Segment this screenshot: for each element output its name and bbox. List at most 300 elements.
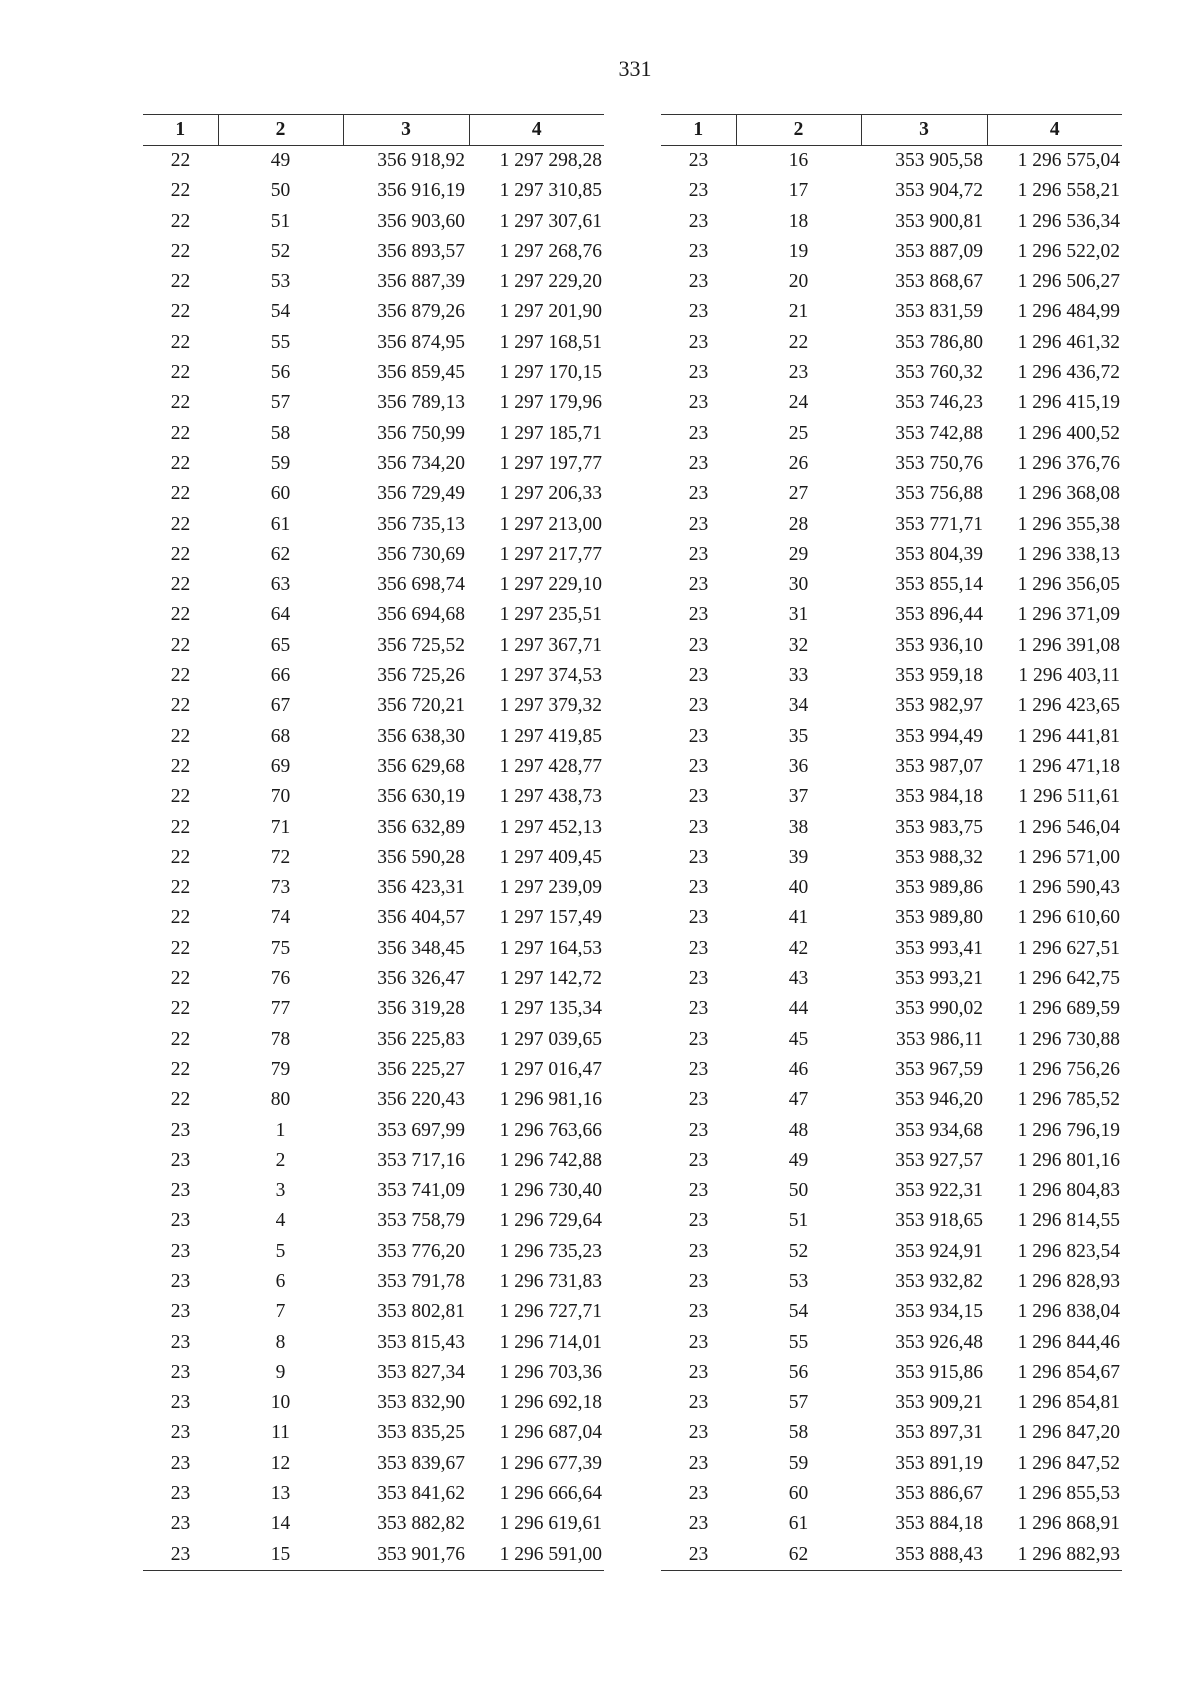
x-coordinate-cell: 356 225,27 <box>377 1058 465 1080</box>
y-coordinate-cell: 1 296 423,65 <box>1017 695 1120 717</box>
table-row <box>661 449 1122 479</box>
table-row <box>143 813 604 843</box>
point-number-cell: 58 <box>270 422 291 444</box>
contour-number-cell: 23 <box>688 1028 709 1050</box>
x-coordinate-cell: 356 326,47 <box>377 968 465 990</box>
point-number-cell: 34 <box>788 695 809 717</box>
contour-number-cell: 23 <box>688 422 709 444</box>
table-row <box>143 510 604 540</box>
table-row <box>143 631 604 661</box>
point-number-cell: 4 <box>275 1210 286 1232</box>
point-number-cell: 58 <box>788 1422 809 1444</box>
contour-number-cell: 23 <box>688 695 709 717</box>
coordinates-table-left <box>143 114 604 1571</box>
column-header-1: 1 <box>661 115 736 146</box>
table-row <box>143 1418 604 1448</box>
x-coordinate-cell: 353 986,11 <box>895 1028 983 1050</box>
contour-number-cell: 23 <box>688 1210 709 1232</box>
x-coordinate-cell: 356 859,45 <box>377 362 465 384</box>
y-coordinate-cell: 1 297 217,77 <box>499 543 602 565</box>
contour-number-cell: 23 <box>688 240 709 262</box>
point-number-cell: 73 <box>270 877 291 899</box>
table-row <box>661 1206 1122 1236</box>
x-coordinate-cell: 353 946,20 <box>895 1089 983 1111</box>
x-coordinate-cell: 353 868,67 <box>895 271 983 293</box>
y-coordinate-cell: 1 297 419,85 <box>499 725 602 747</box>
point-number-cell: 32 <box>788 634 809 656</box>
y-coordinate-cell: 1 297 213,00 <box>499 513 602 535</box>
point-number-cell: 9 <box>275 1361 286 1383</box>
y-coordinate-cell: 1 297 039,65 <box>499 1028 602 1050</box>
y-coordinate-cell: 1 297 438,73 <box>499 786 602 808</box>
y-coordinate-cell: 1 296 823,54 <box>1017 1240 1120 1262</box>
table-row <box>143 722 604 752</box>
table-row <box>661 297 1122 327</box>
y-coordinate-cell: 1 296 558,21 <box>1017 180 1120 202</box>
point-number-cell: 22 <box>788 331 809 353</box>
table-row <box>661 903 1122 933</box>
table-row <box>661 479 1122 509</box>
point-number-cell: 13 <box>270 1483 291 1505</box>
point-number-cell: 62 <box>736 1540 861 1571</box>
point-number-cell: 68 <box>270 725 291 747</box>
x-coordinate-cell: 353 901,76 <box>343 1540 469 1571</box>
point-number-cell: 20 <box>788 271 809 293</box>
contour-number-cell: 22 <box>170 543 191 565</box>
contour-number-cell: 22 <box>170 725 191 747</box>
contour-number-cell: 23 <box>688 604 709 626</box>
contour-number-cell: 23 <box>688 1119 709 1141</box>
y-coordinate-cell: 1 296 677,39 <box>499 1452 602 1474</box>
column-header-3: 3 <box>861 115 987 146</box>
y-coordinate-cell: 1 296 642,75 <box>1017 968 1120 990</box>
table-row <box>143 146 604 177</box>
table-row <box>661 782 1122 812</box>
point-number-cell: 52 <box>270 240 291 262</box>
x-coordinate-cell: 356 638,30 <box>377 725 465 747</box>
x-coordinate-cell: 353 900,81 <box>895 210 983 232</box>
contour-number-cell: 23 <box>688 543 709 565</box>
x-coordinate-cell: 353 909,21 <box>895 1392 983 1414</box>
table-header-row <box>143 115 604 146</box>
y-coordinate-cell: 1 296 338,13 <box>1017 543 1120 565</box>
point-number-cell: 3 <box>275 1180 286 1202</box>
x-coordinate-cell: 353 827,34 <box>377 1361 465 1383</box>
point-number-cell: 74 <box>270 907 291 929</box>
y-coordinate-cell: 1 296 571,00 <box>1017 846 1120 868</box>
y-coordinate-cell: 1 296 471,18 <box>1017 755 1120 777</box>
y-coordinate-cell: 1 297 229,20 <box>499 271 602 293</box>
y-coordinate-cell: 1 296 391,08 <box>1017 634 1120 656</box>
table-row <box>143 843 604 873</box>
x-coordinate-cell: 356 735,13 <box>377 513 465 535</box>
contour-number-cell: 22 <box>170 816 191 838</box>
point-number-cell: 39 <box>788 846 809 868</box>
y-coordinate-cell: 1 296 727,71 <box>499 1301 602 1323</box>
table-row <box>661 1328 1122 1358</box>
y-coordinate-cell: 1 297 268,76 <box>499 240 602 262</box>
contour-number-cell: 23 <box>688 271 709 293</box>
contour-number-cell: 23 <box>688 1089 709 1111</box>
coordinates-table-right <box>661 114 1122 1571</box>
contour-number-cell: 23 <box>688 1513 709 1535</box>
y-coordinate-cell: 1 296 730,88 <box>1017 1028 1120 1050</box>
table-row <box>143 540 604 570</box>
point-number-cell: 43 <box>788 968 809 990</box>
contour-number-cell: 23 <box>661 1540 736 1571</box>
point-number-cell: 11 <box>271 1422 290 1444</box>
contour-number-cell: 22 <box>170 1089 191 1111</box>
x-coordinate-cell: 356 734,20 <box>377 452 465 474</box>
point-number-cell: 44 <box>788 998 809 1020</box>
y-coordinate-cell: 1 297 298,28 <box>499 150 602 171</box>
contour-number-cell: 22 <box>170 998 191 1020</box>
contour-number-cell: 22 <box>170 240 191 262</box>
table-row <box>661 267 1122 297</box>
contour-number-cell: 23 <box>688 846 709 868</box>
contour-number-cell: 23 <box>170 1149 191 1171</box>
table-row <box>143 1297 604 1327</box>
y-coordinate-cell: 1 296 522,02 <box>1017 240 1120 262</box>
point-number-cell: 31 <box>788 604 809 626</box>
x-coordinate-cell: 353 804,39 <box>895 543 983 565</box>
contour-number-cell: 23 <box>688 1058 709 1080</box>
table-row <box>661 843 1122 873</box>
y-coordinate-cell: 1 296 506,27 <box>1017 271 1120 293</box>
x-coordinate-cell: 353 897,31 <box>895 1422 983 1444</box>
x-coordinate-cell: 353 927,57 <box>895 1149 983 1171</box>
x-coordinate-cell: 353 831,59 <box>895 301 983 323</box>
table-row <box>661 1176 1122 1206</box>
x-coordinate-cell: 353 990,02 <box>895 998 983 1020</box>
table-row <box>661 510 1122 540</box>
table-row <box>143 964 604 994</box>
point-number-cell: 59 <box>788 1452 809 1474</box>
contour-number-cell: 23 <box>688 725 709 747</box>
point-number-cell: 53 <box>788 1270 809 1292</box>
contour-number-cell: 22 <box>170 452 191 474</box>
contour-number-cell: 22 <box>170 513 191 535</box>
point-number-cell: 60 <box>788 1483 809 1505</box>
point-number-cell: 14 <box>270 1513 291 1535</box>
point-number-cell: 50 <box>270 180 291 202</box>
contour-number-cell: 23 <box>688 786 709 808</box>
y-coordinate-cell: 1 296 729,64 <box>499 1210 602 1232</box>
x-coordinate-cell: 353 887,09 <box>895 240 983 262</box>
x-coordinate-cell: 353 891,19 <box>895 1452 983 1474</box>
table-row <box>143 297 604 327</box>
contour-number-cell: 23 <box>688 210 709 232</box>
x-coordinate-cell: 356 698,74 <box>377 574 465 596</box>
table-row <box>661 1146 1122 1176</box>
y-coordinate-cell: 1 296 610,60 <box>1017 907 1120 929</box>
table-row <box>143 1479 604 1509</box>
point-number-cell: 53 <box>270 271 291 293</box>
contour-number-cell: 23 <box>688 1452 709 1474</box>
y-coordinate-cell: 1 296 868,91 <box>1017 1513 1120 1535</box>
contour-number-cell: 23 <box>688 968 709 990</box>
x-coordinate-cell: 353 922,31 <box>895 1180 983 1202</box>
column-header-1: 1 <box>143 115 218 146</box>
x-coordinate-cell: 353 989,86 <box>895 877 983 899</box>
x-coordinate-cell: 353 888,43 <box>861 1540 987 1571</box>
y-coordinate-cell: 1 296 847,20 <box>1017 1422 1120 1444</box>
point-number-cell: 59 <box>270 452 291 474</box>
contour-number-cell: 22 <box>170 755 191 777</box>
contour-number-cell: 22 <box>170 331 191 353</box>
point-number-cell: 63 <box>270 574 291 596</box>
table-row <box>661 1025 1122 1055</box>
contour-number-cell: 23 <box>688 1483 709 1505</box>
contour-number-cell: 23 <box>170 1422 191 1444</box>
y-coordinate-cell: 1 296 356,05 <box>1017 574 1120 596</box>
y-coordinate-cell: 1 296 844,46 <box>1017 1331 1120 1353</box>
point-number-cell: 55 <box>788 1331 809 1353</box>
table-row <box>143 358 604 388</box>
contour-number-cell: 23 <box>688 1361 709 1383</box>
y-coordinate-cell: 1 296 804,83 <box>1017 1180 1120 1202</box>
table-row <box>661 1085 1122 1115</box>
contour-number-cell: 22 <box>170 907 191 929</box>
point-number-cell: 5 <box>275 1240 286 1262</box>
contour-number-cell: 22 <box>170 180 191 202</box>
table-row <box>143 691 604 721</box>
x-coordinate-cell: 353 835,25 <box>377 1422 465 1444</box>
x-coordinate-cell: 353 918,65 <box>895 1210 983 1232</box>
x-coordinate-cell: 356 630,19 <box>377 786 465 808</box>
table-row <box>143 176 604 206</box>
point-number-cell: 15 <box>218 1540 343 1571</box>
contour-number-cell: 22 <box>170 634 191 656</box>
x-coordinate-cell: 356 632,89 <box>377 816 465 838</box>
contour-number-cell: 23 <box>688 1301 709 1323</box>
x-coordinate-cell: 353 886,67 <box>895 1483 983 1505</box>
x-coordinate-cell: 353 697,99 <box>377 1119 465 1141</box>
point-number-cell: 10 <box>270 1392 291 1414</box>
x-coordinate-cell: 353 988,32 <box>895 846 983 868</box>
y-coordinate-cell: 1 296 400,52 <box>1017 422 1120 444</box>
point-number-cell: 12 <box>270 1452 291 1474</box>
y-coordinate-cell: 1 296 854,67 <box>1017 1361 1120 1383</box>
x-coordinate-cell: 353 760,32 <box>895 362 983 384</box>
point-number-cell: 50 <box>788 1180 809 1202</box>
contour-number-cell: 23 <box>688 1180 709 1202</box>
contour-number-cell: 22 <box>170 210 191 232</box>
x-coordinate-cell: 356 789,13 <box>377 392 465 414</box>
point-number-cell: 36 <box>788 755 809 777</box>
table-row <box>143 570 604 600</box>
point-number-cell: 7 <box>275 1301 286 1323</box>
point-number-cell: 24 <box>788 392 809 414</box>
x-coordinate-cell: 353 776,20 <box>377 1240 465 1262</box>
contour-number-cell: 23 <box>170 1513 191 1535</box>
y-coordinate-cell: 1 297 239,09 <box>499 877 602 899</box>
table-row <box>143 1085 604 1115</box>
x-coordinate-cell: 353 750,76 <box>895 452 983 474</box>
point-number-cell: 77 <box>270 998 291 1020</box>
contour-number-cell: 23 <box>688 574 709 596</box>
x-coordinate-cell: 356 903,60 <box>377 210 465 232</box>
contour-number-cell: 23 <box>688 755 709 777</box>
x-coordinate-cell: 353 786,80 <box>895 331 983 353</box>
point-number-cell: 21 <box>788 301 809 323</box>
x-coordinate-cell: 353 993,41 <box>895 937 983 959</box>
y-coordinate-cell: 1 296 415,19 <box>1017 392 1120 414</box>
point-number-cell: 62 <box>270 543 291 565</box>
x-coordinate-cell: 353 959,18 <box>895 665 983 687</box>
table-row <box>143 1509 604 1539</box>
point-number-cell: 46 <box>788 1058 809 1080</box>
x-coordinate-cell: 353 915,86 <box>895 1361 983 1383</box>
x-coordinate-cell: 356 893,57 <box>377 240 465 262</box>
contour-number-cell: 23 <box>170 1361 191 1383</box>
y-coordinate-cell: 1 296 981,16 <box>499 1089 602 1111</box>
contour-number-cell: 22 <box>170 150 191 171</box>
point-number-cell: 6 <box>275 1270 286 1292</box>
contour-number-cell: 23 <box>688 150 709 171</box>
table-row <box>143 752 604 782</box>
y-coordinate-cell: 1 297 164,53 <box>499 937 602 959</box>
y-coordinate-cell: 1 296 619,61 <box>499 1513 602 1535</box>
table-row <box>143 449 604 479</box>
x-coordinate-cell: 356 725,52 <box>377 634 465 656</box>
x-coordinate-cell: 353 771,71 <box>895 513 983 535</box>
point-number-cell: 61 <box>788 1513 809 1535</box>
table-row <box>143 1025 604 1055</box>
x-coordinate-cell: 353 855,14 <box>895 574 983 596</box>
point-number-cell: 78 <box>270 1028 291 1050</box>
table-header-row <box>661 115 1122 146</box>
x-coordinate-cell: 353 839,67 <box>377 1452 465 1474</box>
contour-number-cell: 22 <box>170 604 191 626</box>
contour-number-cell: 22 <box>170 483 191 505</box>
contour-number-cell: 23 <box>170 1331 191 1353</box>
table-row <box>143 661 604 691</box>
point-number-cell: 55 <box>270 331 291 353</box>
table-row <box>143 328 604 358</box>
point-number-cell: 38 <box>788 816 809 838</box>
table-row <box>661 388 1122 418</box>
table-row <box>661 1267 1122 1297</box>
y-coordinate-cell: 1 297 135,34 <box>499 998 602 1020</box>
point-number-cell: 27 <box>788 483 809 505</box>
table-row <box>661 1479 1122 1509</box>
table-row <box>661 1449 1122 1479</box>
y-coordinate-cell: 1 296 855,53 <box>1017 1483 1120 1505</box>
y-coordinate-cell: 1 296 484,99 <box>1017 301 1120 323</box>
point-number-cell: 49 <box>788 1149 809 1171</box>
point-number-cell: 40 <box>788 877 809 899</box>
contour-number-cell: 23 <box>688 362 709 384</box>
contour-number-cell: 23 <box>170 1483 191 1505</box>
x-coordinate-cell: 353 756,88 <box>895 483 983 505</box>
point-number-cell: 72 <box>270 846 291 868</box>
point-number-cell: 67 <box>270 695 291 717</box>
y-coordinate-cell: 1 296 461,32 <box>1017 331 1120 353</box>
table-row <box>661 1055 1122 1085</box>
point-number-cell: 60 <box>270 483 291 505</box>
contour-number-cell: 23 <box>688 392 709 414</box>
point-number-cell: 75 <box>270 937 291 959</box>
point-number-cell: 56 <box>270 362 291 384</box>
point-number-cell: 52 <box>788 1240 809 1262</box>
point-number-cell: 41 <box>788 907 809 929</box>
contour-number-cell: 23 <box>688 1149 709 1171</box>
x-coordinate-cell: 353 717,16 <box>377 1149 465 1171</box>
contour-number-cell: 23 <box>170 1452 191 1474</box>
x-coordinate-cell: 356 916,19 <box>377 180 465 202</box>
table-row <box>143 237 604 267</box>
contour-number-cell: 22 <box>170 362 191 384</box>
point-number-cell: 54 <box>788 1301 809 1323</box>
table-row <box>143 994 604 1024</box>
point-number-cell: 16 <box>788 150 809 171</box>
x-coordinate-cell: 356 404,57 <box>377 907 465 929</box>
x-coordinate-cell: 356 874,95 <box>377 331 465 353</box>
point-number-cell: 80 <box>270 1089 291 1111</box>
y-coordinate-cell: 1 297 235,51 <box>499 604 602 626</box>
point-number-cell: 8 <box>275 1331 286 1353</box>
y-coordinate-cell: 1 297 201,90 <box>499 301 602 323</box>
table-row <box>661 1358 1122 1388</box>
point-number-cell: 57 <box>270 392 291 414</box>
point-number-cell: 48 <box>788 1119 809 1141</box>
contour-number-cell: 22 <box>170 1058 191 1080</box>
contour-number-cell: 23 <box>688 665 709 687</box>
x-coordinate-cell: 356 725,26 <box>377 665 465 687</box>
x-coordinate-cell: 353 741,09 <box>377 1180 465 1202</box>
table-row <box>661 722 1122 752</box>
x-coordinate-cell: 353 758,79 <box>377 1210 465 1232</box>
y-coordinate-cell: 1 296 355,38 <box>1017 513 1120 535</box>
y-coordinate-cell: 1 296 796,19 <box>1017 1119 1120 1141</box>
table-row <box>661 570 1122 600</box>
x-coordinate-cell: 353 936,10 <box>895 634 983 656</box>
point-number-cell: 56 <box>788 1361 809 1383</box>
x-coordinate-cell: 353 884,18 <box>895 1513 983 1535</box>
table-row <box>143 1116 604 1146</box>
table-row <box>143 1206 604 1236</box>
table-row <box>661 1237 1122 1267</box>
point-number-cell: 49 <box>270 150 291 171</box>
contour-number-cell: 23 <box>688 1331 709 1353</box>
contour-number-cell: 22 <box>170 1028 191 1050</box>
table-body-right <box>661 146 1122 1571</box>
y-coordinate-cell: 1 296 756,26 <box>1017 1058 1120 1080</box>
y-coordinate-cell: 1 296 371,09 <box>1017 604 1120 626</box>
table-row <box>661 994 1122 1024</box>
table-row <box>661 1297 1122 1327</box>
x-coordinate-cell: 356 750,99 <box>377 422 465 444</box>
point-number-cell: 65 <box>270 634 291 656</box>
x-coordinate-cell: 353 994,49 <box>895 725 983 747</box>
table-row <box>661 631 1122 661</box>
point-number-cell: 1 <box>275 1119 286 1141</box>
table-row <box>661 358 1122 388</box>
table-row <box>143 1176 604 1206</box>
y-coordinate-cell: 1 296 763,66 <box>499 1119 602 1141</box>
x-coordinate-cell: 353 815,43 <box>377 1331 465 1353</box>
table-row <box>661 813 1122 843</box>
point-number-cell: 51 <box>270 210 291 232</box>
contour-number-cell: 23 <box>688 634 709 656</box>
contour-number-cell: 23 <box>170 1392 191 1414</box>
contour-number-cell: 22 <box>170 392 191 414</box>
y-coordinate-cell: 1 296 838,04 <box>1017 1301 1120 1323</box>
contour-number-cell: 22 <box>170 695 191 717</box>
point-number-cell: 2 <box>275 1149 286 1171</box>
y-coordinate-cell: 1 296 591,00 <box>469 1540 604 1571</box>
